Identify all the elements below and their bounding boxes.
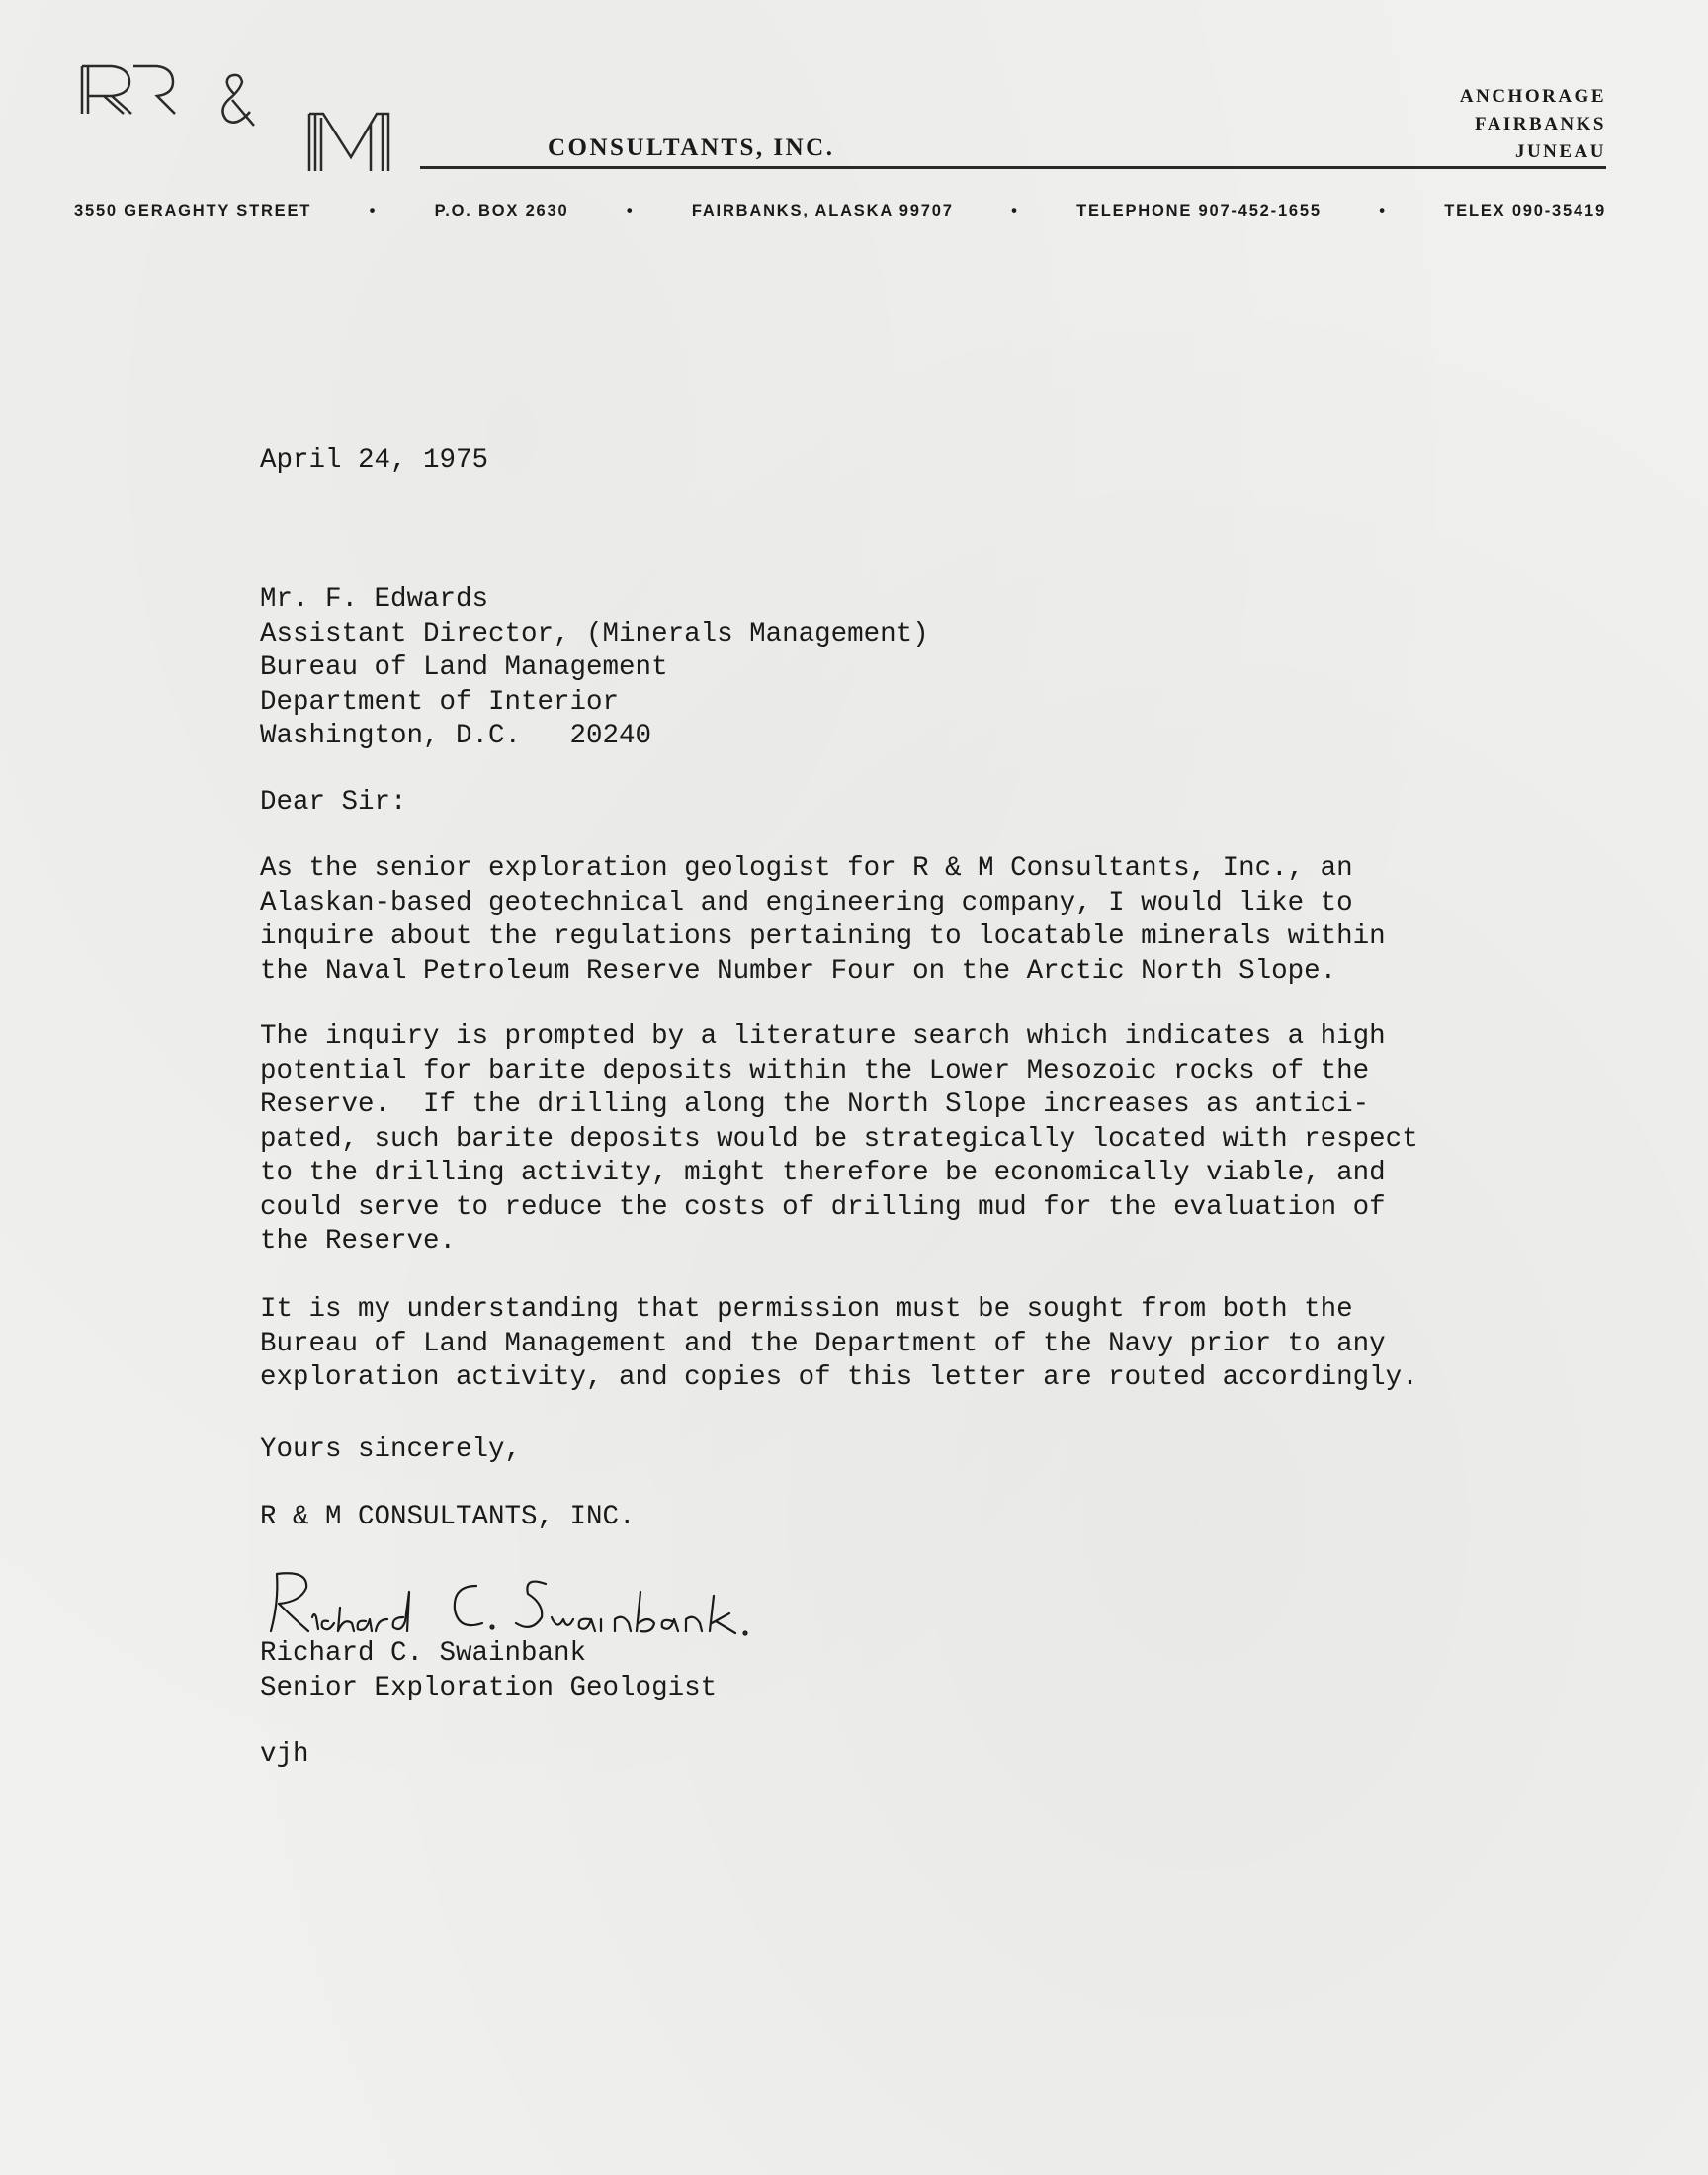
separator-dot: • [626, 202, 635, 219]
firm-name: R & M CONSULTANTS, INC. [260, 1502, 636, 1532]
signer-block [260, 1637, 717, 1705]
office-anchorage: ANCHORAGE [1459, 86, 1606, 107]
letterhead-rule [420, 166, 1606, 169]
recipient-line: Department of Interior [260, 686, 620, 718]
body-line: could serve to reduce the costs of drilling mud for the evaluation of [260, 1191, 1386, 1223]
paragraph-2 [260, 1020, 1418, 1260]
paragraph-1 [260, 852, 1386, 989]
recipient-line: Washington, D.C. 20240 [260, 721, 652, 751]
body-line: the Naval Petroleum Reserve Number Four on the Arctic North Slope. [260, 955, 1337, 987]
body-line: to the drilling activity, might therefore be economically viable, and [260, 1158, 1386, 1188]
separator-dot: • [1011, 202, 1019, 219]
body-line: Reserve. If the drilling along the North Slope increases as antici- [260, 1089, 1370, 1120]
po-box: P.O. BOX 2630 [434, 202, 569, 219]
separator-dot: • [369, 202, 378, 219]
company-name: CONSULTANTS, INC. [548, 134, 835, 161]
salutation: Dear Sir: [260, 787, 407, 818]
telephone: TELEPHONE 907-452-1655 [1076, 202, 1322, 219]
body-line: pated, such barite deposits would be strategically located with respect [260, 1123, 1418, 1155]
body-line: It is my understanding that permission must be sought from both the [260, 1294, 1353, 1325]
body-line: the Reserve. [260, 1226, 457, 1257]
recipient-line: Mr. F. Edwards [260, 584, 489, 615]
recipient-address [260, 583, 929, 754]
office-locations [1460, 83, 1606, 166]
body-line: Bureau of Land Management and the Department of the Navy prior to any [260, 1328, 1386, 1359]
street-address: 3550 GERAGHTY STREET [74, 202, 312, 219]
letterhead-address [74, 202, 1606, 220]
body-line: The inquiry is prompted by a literature search which indicates a high [260, 1021, 1386, 1052]
paragraph-3 [260, 1293, 1418, 1396]
recipient-line: Bureau of Land Management [260, 652, 668, 683]
office-fairbanks: FAIRBANKS [1475, 114, 1606, 134]
signer-title: Senior Exploration Geologist [260, 1672, 718, 1703]
separator-dot: • [1379, 202, 1387, 219]
body-line: Alaskan-based geotechnical and engineering company, I would like to [260, 887, 1353, 918]
recipient-line: Assistant Director, (Minerals Management) [260, 618, 929, 650]
letter-date: April 24, 1975 [260, 445, 489, 476]
office-juneau: JUNEAU [1514, 141, 1606, 162]
body-line: exploration activity, and copies of this letter are routed accordingly. [260, 1362, 1418, 1393]
body-line: inquire about the regulations pertaining to locatable minerals within [260, 921, 1386, 952]
typist-initials: vjh [260, 1739, 309, 1770]
body-line: potential for barite deposits within the Lower Mesozoic rocks of the [260, 1055, 1370, 1087]
closing: Yours sincerely, [260, 1435, 522, 1465]
signer-name: Richard C. Swainbank [260, 1638, 587, 1669]
company-logo [74, 54, 430, 183]
city-state-zip: FAIRBANKS, ALASKA 99707 [691, 202, 954, 219]
body-line: As the senior exploration geologist for R & M Consultants, Inc., an [260, 853, 1353, 884]
telex: TELEX 090-35419 [1444, 202, 1606, 219]
